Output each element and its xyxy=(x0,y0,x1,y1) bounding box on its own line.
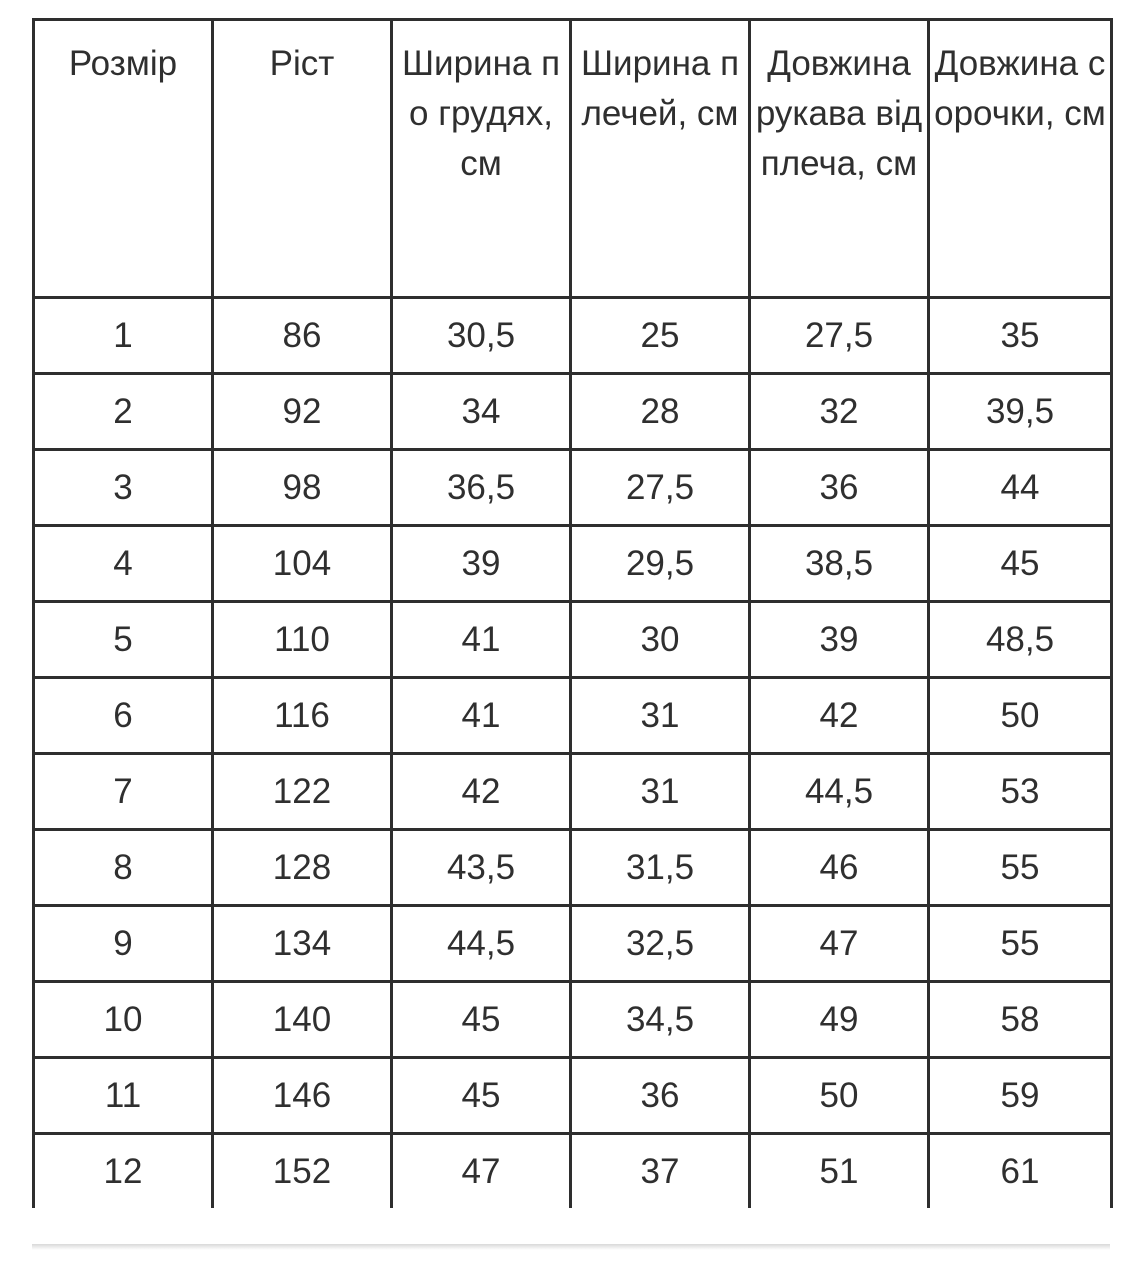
cell-chest-width: 41 xyxy=(392,602,571,678)
cell-sleeve-length: 46 xyxy=(750,830,929,906)
cell-size: 1 xyxy=(34,298,213,374)
table-row xyxy=(34,678,1112,754)
cell-shoulder-width: 36 xyxy=(571,1058,750,1134)
cell-shoulder-width: 29,5 xyxy=(571,526,750,602)
cell-shoulder-width: 28 xyxy=(571,374,750,450)
cell-sleeve-length: 38,5 xyxy=(750,526,929,602)
cell-size: 3 xyxy=(34,450,213,526)
cell-size: 6 xyxy=(34,678,213,754)
cell-shoulder-width: 25 xyxy=(571,298,750,374)
cell-chest-width: 30,5 xyxy=(392,298,571,374)
header-sleeve-length: Довжина рукава від плеча, см xyxy=(750,20,929,298)
cell-shoulder-width: 31,5 xyxy=(571,830,750,906)
table-row xyxy=(34,906,1112,982)
cell-shirt-length: 35 xyxy=(929,298,1112,374)
cell-size: 2 xyxy=(34,374,213,450)
cell-shoulder-width: 27,5 xyxy=(571,450,750,526)
cell-height: 98 xyxy=(213,450,392,526)
cell-height: 146 xyxy=(213,1058,392,1134)
cell-chest-width: 47 xyxy=(392,1134,571,1209)
cell-shirt-length: 59 xyxy=(929,1058,1112,1134)
table-row xyxy=(34,754,1112,830)
cell-height: 134 xyxy=(213,906,392,982)
cell-shirt-length: 61 xyxy=(929,1134,1112,1209)
header-chest-width: Ширина по грудях, см xyxy=(392,20,571,298)
cell-sleeve-length: 39 xyxy=(750,602,929,678)
cell-sleeve-length: 51 xyxy=(750,1134,929,1209)
cell-height: 110 xyxy=(213,602,392,678)
cell-shirt-length: 45 xyxy=(929,526,1112,602)
table-row xyxy=(34,602,1112,678)
cell-shirt-length: 50 xyxy=(929,678,1112,754)
cell-chest-width: 43,5 xyxy=(392,830,571,906)
cell-size: 11 xyxy=(34,1058,213,1134)
cell-height: 86 xyxy=(213,298,392,374)
cell-height: 152 xyxy=(213,1134,392,1209)
size-chart-table xyxy=(32,18,1113,1208)
cell-chest-width: 41 xyxy=(392,678,571,754)
header-row xyxy=(34,20,1112,298)
table-row xyxy=(34,526,1112,602)
cell-chest-width: 42 xyxy=(392,754,571,830)
cell-shoulder-width: 30 xyxy=(571,602,750,678)
cell-shirt-length: 53 xyxy=(929,754,1112,830)
cell-shoulder-width: 37 xyxy=(571,1134,750,1209)
cell-height: 104 xyxy=(213,526,392,602)
cell-shirt-length: 48,5 xyxy=(929,602,1112,678)
table-body xyxy=(34,298,1112,1209)
cell-height: 128 xyxy=(213,830,392,906)
cell-height: 116 xyxy=(213,678,392,754)
cell-shirt-length: 55 xyxy=(929,906,1112,982)
cell-sleeve-length: 27,5 xyxy=(750,298,929,374)
cell-chest-width: 36,5 xyxy=(392,450,571,526)
cell-size: 4 xyxy=(34,526,213,602)
table-row xyxy=(34,374,1112,450)
cell-height: 140 xyxy=(213,982,392,1058)
table-row xyxy=(34,830,1112,906)
cell-shoulder-width: 31 xyxy=(571,678,750,754)
table-row xyxy=(34,450,1112,526)
cell-chest-width: 34 xyxy=(392,374,571,450)
cell-size: 7 xyxy=(34,754,213,830)
cell-height: 92 xyxy=(213,374,392,450)
cell-height: 122 xyxy=(213,754,392,830)
header-shirt-length: Довжина сорочки, см xyxy=(929,20,1112,298)
cell-size: 10 xyxy=(34,982,213,1058)
cell-chest-width: 45 xyxy=(392,1058,571,1134)
cell-sleeve-length: 36 xyxy=(750,450,929,526)
cell-sleeve-length: 42 xyxy=(750,678,929,754)
table-header xyxy=(34,20,1112,298)
cell-chest-width: 39 xyxy=(392,526,571,602)
cell-size: 9 xyxy=(34,906,213,982)
cell-shirt-length: 39,5 xyxy=(929,374,1112,450)
table-row xyxy=(34,298,1112,374)
header-size: Розмір xyxy=(34,20,213,298)
header-shoulder-width: Ширина плечей, см xyxy=(571,20,750,298)
cell-sleeve-length: 49 xyxy=(750,982,929,1058)
cell-sleeve-length: 44,5 xyxy=(750,754,929,830)
table-row xyxy=(34,1058,1112,1134)
cell-sleeve-length: 32 xyxy=(750,374,929,450)
cell-chest-width: 45 xyxy=(392,982,571,1058)
table-row xyxy=(34,982,1112,1058)
cell-shoulder-width: 31 xyxy=(571,754,750,830)
cell-shirt-length: 58 xyxy=(929,982,1112,1058)
cell-shirt-length: 44 xyxy=(929,450,1112,526)
cell-size: 8 xyxy=(34,830,213,906)
bottom-edge-shadow xyxy=(32,1244,1110,1250)
cell-size: 5 xyxy=(34,602,213,678)
table-row xyxy=(34,1134,1112,1209)
cell-shoulder-width: 32,5 xyxy=(571,906,750,982)
cell-sleeve-length: 47 xyxy=(750,906,929,982)
cell-shirt-length: 55 xyxy=(929,830,1112,906)
cell-chest-width: 44,5 xyxy=(392,906,571,982)
header-height: Ріст xyxy=(213,20,392,298)
cell-shoulder-width: 34,5 xyxy=(571,982,750,1058)
cell-sleeve-length: 50 xyxy=(750,1058,929,1134)
cell-size: 12 xyxy=(34,1134,213,1209)
